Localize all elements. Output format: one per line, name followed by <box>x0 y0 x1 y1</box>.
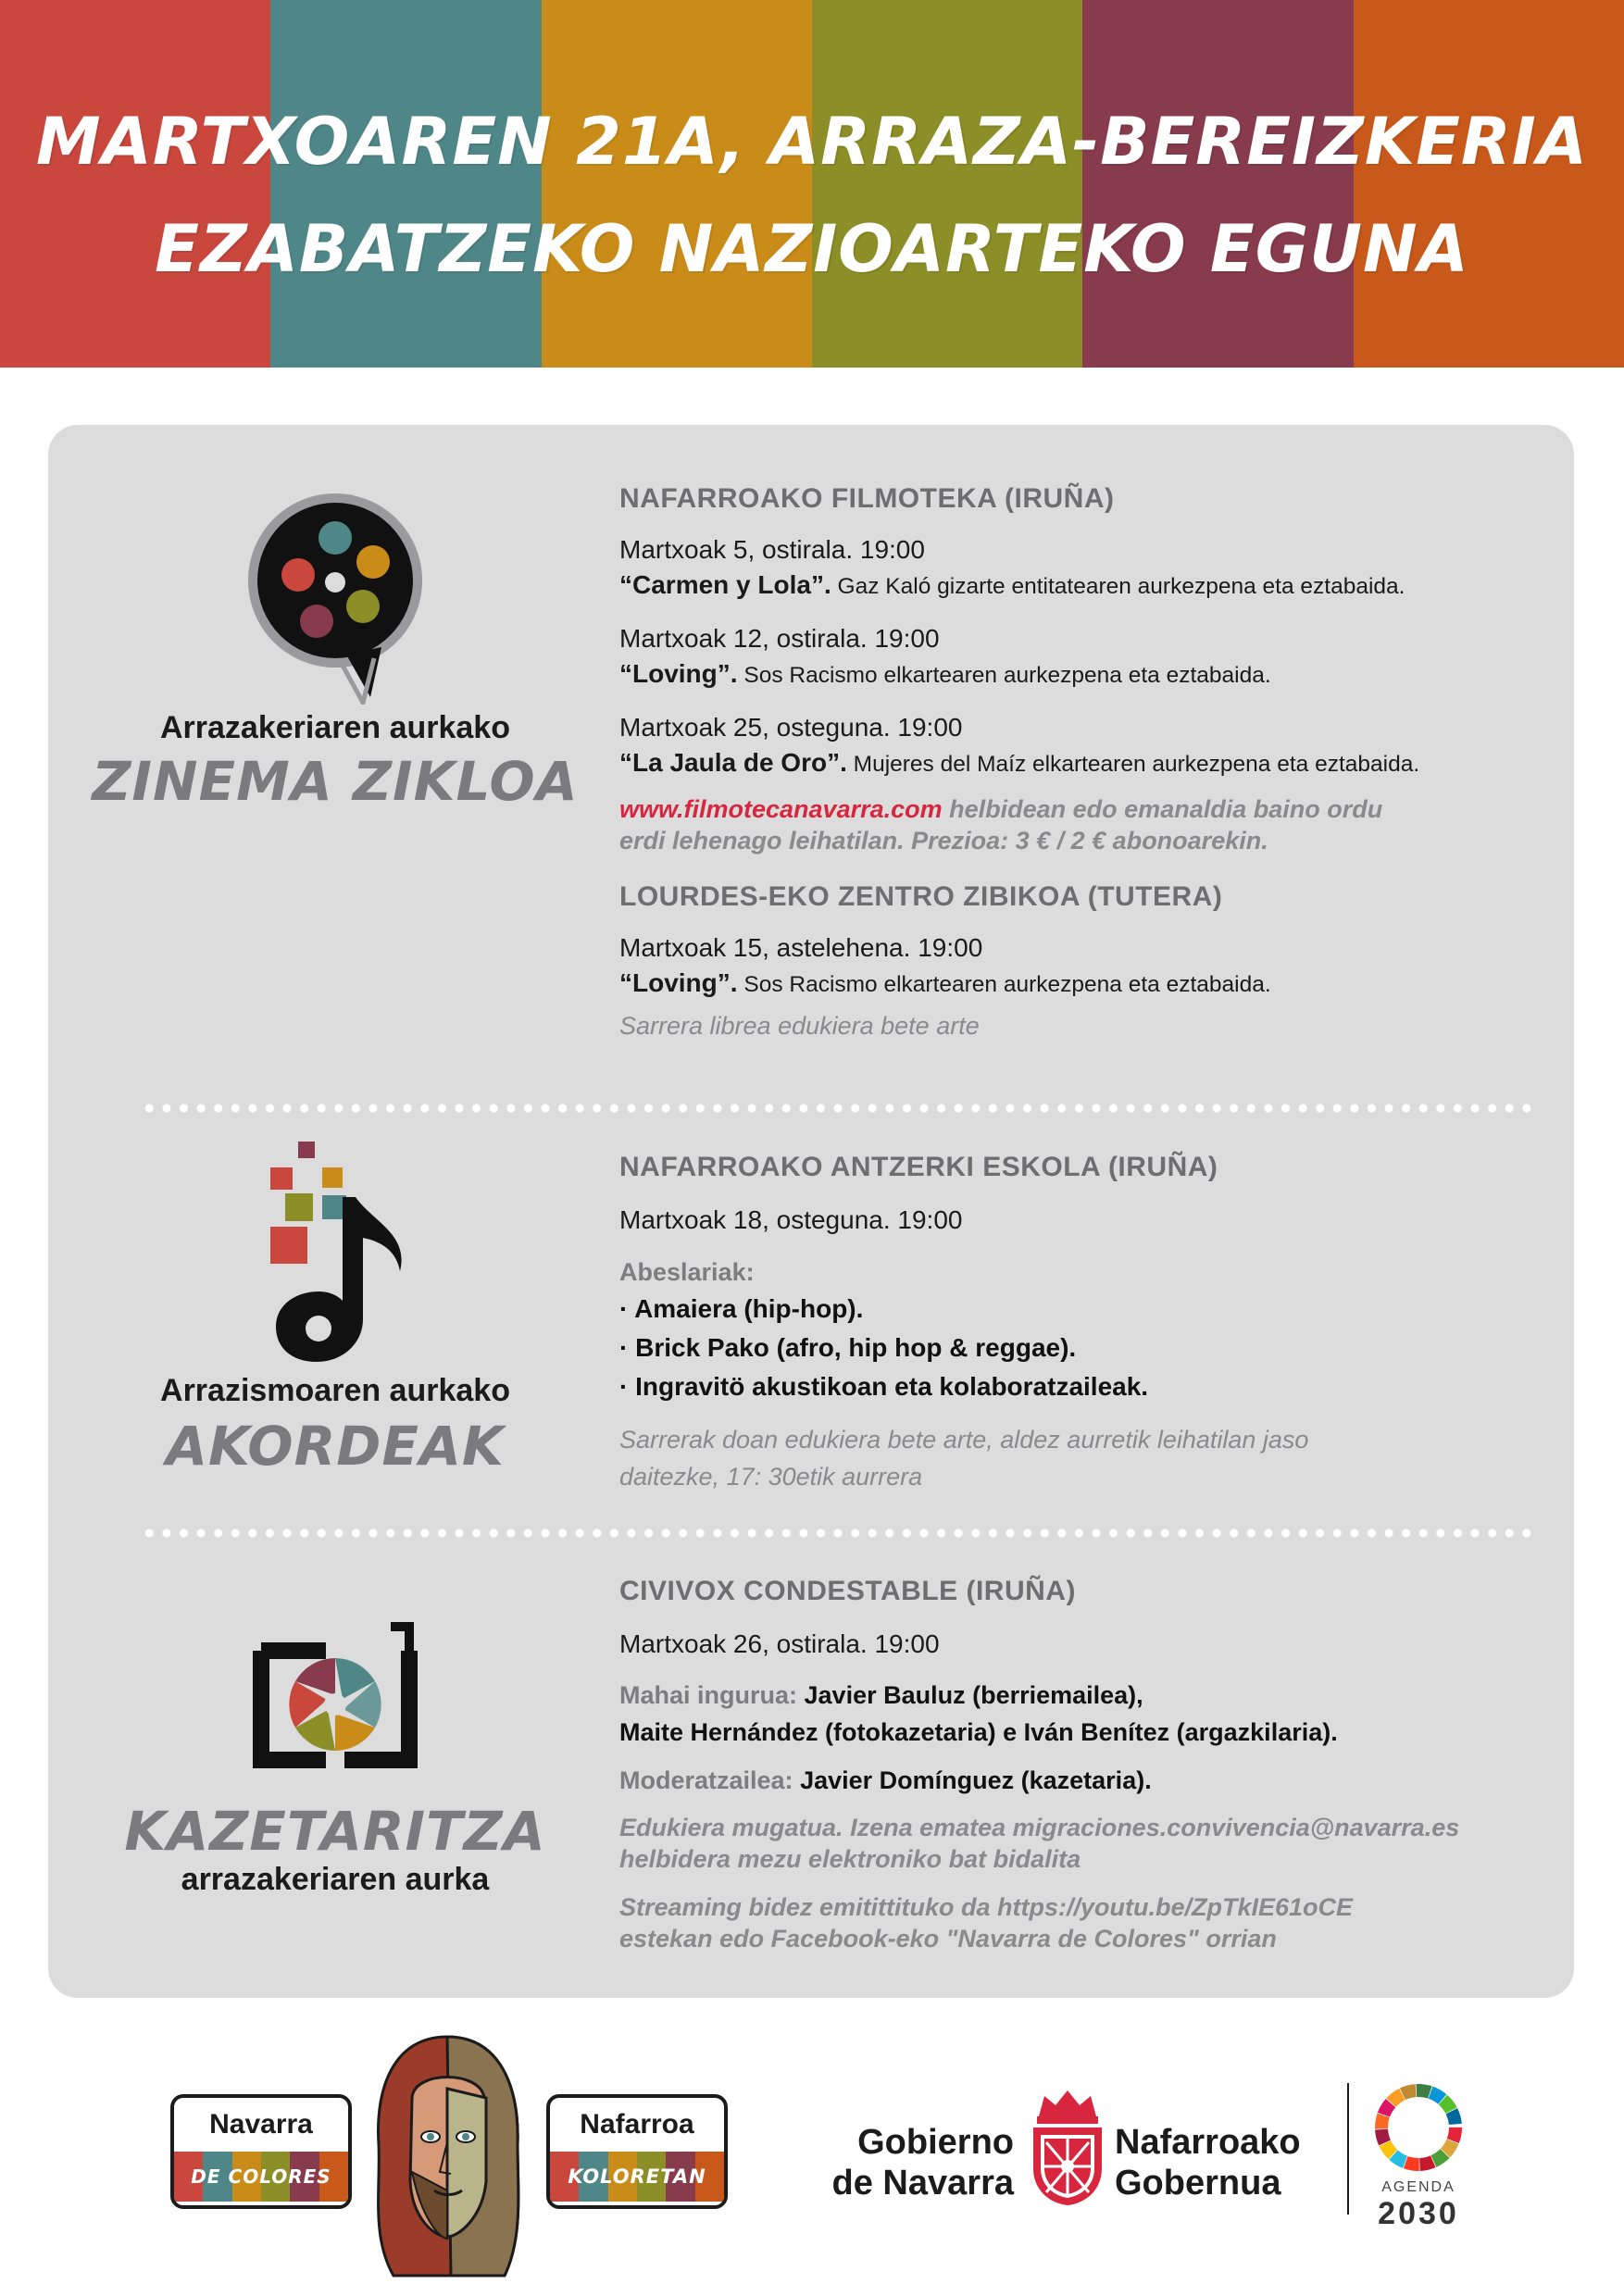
film-title: “Carmen y Lola”. <box>619 570 831 599</box>
ticket-note <box>619 793 1545 856</box>
streaming-line1: Streaming bidez emitittituko da https://youtu.be/ZpTkIE61oCE <box>619 1893 1354 1921</box>
agenda-label: AGENDA <box>1381 2179 1455 2195</box>
page-title-line1: MARTXOAREN 21A, ARRAZA-BEREIZKERIA <box>35 104 1589 180</box>
music-note-line2: daitezke, 17: 30etik aurrera <box>619 1463 923 1491</box>
gov-es-line2: de Navarra <box>831 2164 1014 2202</box>
badge-top-text: Navarra <box>209 2109 313 2140</box>
badge-bottom-text: DE COLORES <box>191 2165 331 2188</box>
singer-item: · Ingravitö akustikoan eta kolaboratzaileak. <box>619 1372 1149 1401</box>
badge-bottom-text: KOLORETAN <box>568 2165 706 2188</box>
badge-top-text: Nafarroa <box>580 2109 694 2140</box>
film-title: “Loving”. <box>619 968 738 997</box>
event-film <box>619 747 1545 780</box>
venue-lourdes: LOURDES-EKO ZENTRO ZIBIKOA (TUTERA) <box>619 881 1223 912</box>
badge-color-strip <box>174 2152 348 2202</box>
ticket-note-rest: helbidean edo emanaldia baino ordu <box>942 795 1383 823</box>
film-title: “Loving”. <box>619 659 738 688</box>
press-logo <box>48 1621 622 1898</box>
camera-aperture-icon <box>233 1621 437 1769</box>
page-title <box>0 88 1624 303</box>
round-table-label: Mahai ingurua: <box>619 1681 805 1709</box>
cinema-logo <box>48 492 622 811</box>
moderator-label: Moderatzailea: <box>619 1766 801 1794</box>
music-title: AKORDEAK <box>166 1415 505 1478</box>
cinema-caption: Arrazakeriaren aurkako <box>159 710 510 745</box>
event-film <box>619 569 1545 603</box>
film-reel-icon <box>243 492 428 705</box>
film-desc: Sos Racismo elkartearen aurkezpena eta eztabaida. <box>737 972 1271 997</box>
ticket-note-line2: erdi lehenago leihatilan. Prezioa: 3 € / 2 € abonoarekin. <box>619 827 1268 855</box>
gov-name-es <box>815 2122 1014 2203</box>
page-title-line2: EZABATZEKO NAZIOARTEKO EGUNA <box>155 211 1469 287</box>
event-date: Martxoak 25, osteguna. 19:00 <box>619 713 963 742</box>
dotted-divider <box>141 1529 1539 1538</box>
streaming-line2: estekan edo Facebook-eko "Navarra de Colores" orrian <box>619 1925 1277 1953</box>
venue-civivox: CIVIVOX CONDESTABLE (IRUÑA) <box>619 1576 1076 1606</box>
round-table <box>619 1677 1545 1751</box>
round-table-line1: Javier Bauluz (berriemailea), <box>804 1681 1143 1709</box>
event-film <box>619 967 1545 1001</box>
navarra-coat-of-arms-icon <box>1026 2089 1109 2207</box>
singer-item: · Brick Pako (afro, hip hop & reggae). <box>619 1333 1077 1362</box>
film-desc: Gaz Kaló gizarte entitatearen aurkezpena eta eztabaida. <box>831 574 1405 599</box>
cinema-details <box>619 482 1545 1042</box>
events-panel <box>48 425 1574 1998</box>
registration-line2: helbidera mezu elektroniko bat bidalita <box>619 1845 1081 1873</box>
event-date: Martxoak 12, ostirala. 19:00 <box>619 624 940 653</box>
sdg-wheel-icon <box>1370 2079 1467 2176</box>
agenda-year: 2030 <box>1378 2196 1459 2231</box>
press-details <box>619 1575 1545 1954</box>
film-desc: Mujeres del Maíz elkartearen aurkezpena eta eztabaida. <box>846 752 1420 777</box>
free-entry-note: Sarrera librea edukiera bete arte <box>619 1012 980 1040</box>
event-date: Martxoak 15, astelehena. 19:00 <box>619 933 983 962</box>
streaming-note <box>619 1891 1545 1954</box>
moderator <box>619 1762 1545 1799</box>
registration-line1: Edukiera mugatua. Izena ematea migraciones.convivencia@navarra.es <box>619 1814 1460 1841</box>
dotted-divider <box>141 1104 1539 1113</box>
film-title: “La Jaula de Oro”. <box>619 748 847 777</box>
gov-name-eu <box>1115 2122 1301 2203</box>
singer-item: · Amaiera (hip-hop). <box>619 1294 864 1323</box>
music-logo <box>48 1142 622 1476</box>
press-caption: arrazakeriaren aurka <box>181 1862 490 1897</box>
event-film <box>619 658 1545 692</box>
gov-es-line1: Gobierno <box>857 2123 1014 2162</box>
event-date: Martxoak 5, ostirala. 19:00 <box>619 535 925 564</box>
film-desc: Sos Racismo elkartearen aurkezpena eta eztabaida. <box>737 663 1271 688</box>
event-date: Martxoak 26, ostirala. 19:00 <box>619 1629 940 1658</box>
registration-note <box>619 1812 1545 1875</box>
music-caption: Arrazismoaren aurkako <box>160 1373 510 1408</box>
music-note-line1: Sarrerak doan edukiera bete arte, aldez aurretik leihatilan jaso <box>619 1426 1309 1454</box>
venue-filmoteka: NAFARROAKO FILMOTEKA (IRUÑA) <box>619 483 1115 514</box>
moderator-name: Javier Domínguez (kazetaria). <box>800 1766 1152 1794</box>
badge-color-strip <box>550 2152 724 2202</box>
cinema-cycle-title: ZINEMA ZIKLOA <box>92 750 579 813</box>
music-note-icon <box>233 1142 437 1364</box>
music-details <box>619 1151 1545 1495</box>
event-date: Martxoak 18, osteguna. 19:00 <box>619 1205 963 1234</box>
filmoteca-link[interactable]: www.filmotecanavarra.com <box>619 795 943 823</box>
navarra-de-colores-badge <box>170 2094 352 2209</box>
round-table-line2: Maite Hernández (fotokazetaria) e Iván Benítez (argazkilaria). <box>619 1718 1338 1746</box>
venue-antzerki: NAFARROAKO ANTZERKI ESKOLA (IRUÑA) <box>619 1152 1218 1182</box>
nafarroa-koloretan-badge <box>546 2094 728 2209</box>
singers-label: Abeslariak: <box>619 1258 755 1286</box>
footer-divider <box>1347 2083 1349 2215</box>
music-ticket-note <box>619 1421 1545 1495</box>
gov-eu-line2: Gobernua <box>1115 2164 1281 2202</box>
gov-eu-line1: Nafarroako <box>1115 2123 1301 2162</box>
press-title: KAZETARITZA <box>124 1800 546 1863</box>
face-illustration <box>366 2033 528 2277</box>
